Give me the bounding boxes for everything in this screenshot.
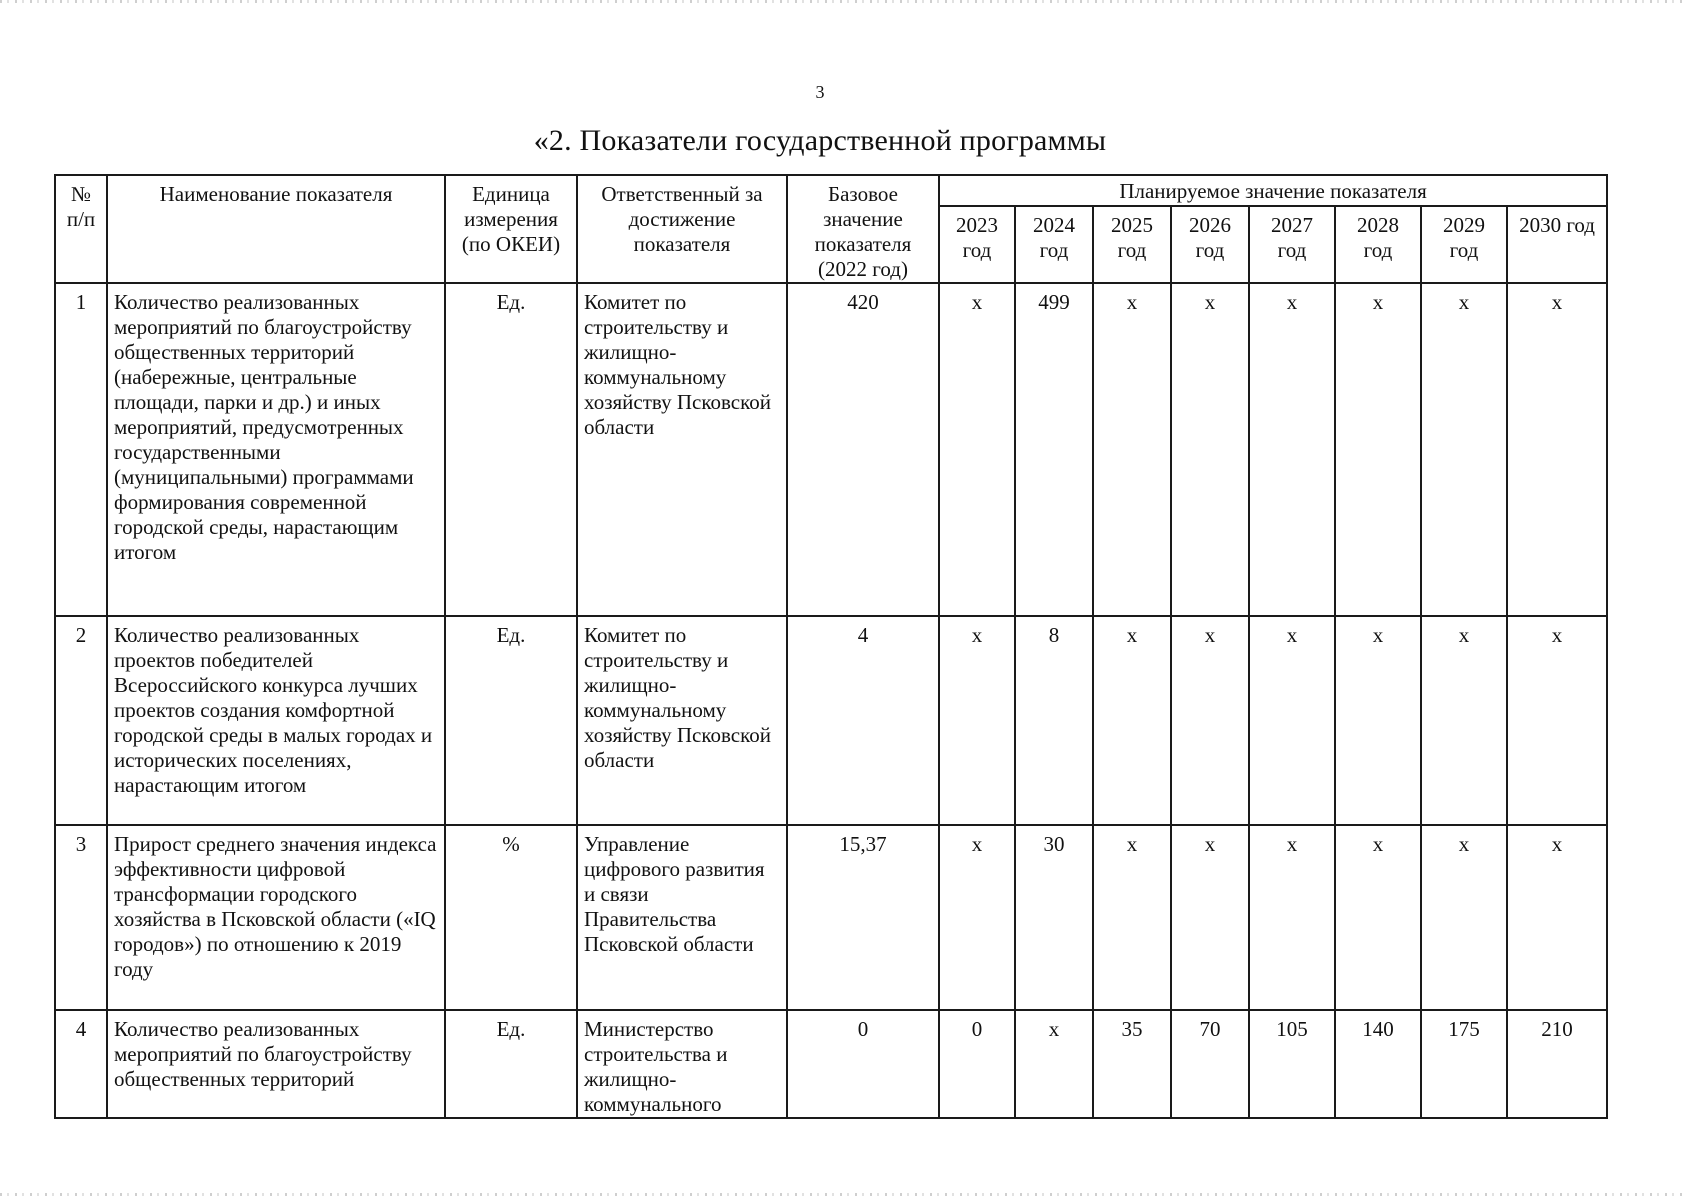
base-value-cell: 4 xyxy=(787,616,939,825)
table-row xyxy=(55,825,1607,1010)
planned-value-cell: х xyxy=(1093,283,1171,616)
responsible-cell: Управление цифрового развития и связи Правительства Псковской области xyxy=(577,825,787,1010)
planned-value-cell: 30 xyxy=(1015,825,1093,1010)
base-value-cell: 0 xyxy=(787,1010,939,1118)
base-value-cell: 420 xyxy=(787,283,939,616)
header-year: 2030 год xyxy=(1507,206,1607,283)
header-year: 2029 год xyxy=(1421,206,1507,283)
planned-value-cell: 175 xyxy=(1421,1010,1507,1118)
row-num: 3 xyxy=(55,825,107,1010)
planned-value-cell: х xyxy=(1171,825,1249,1010)
base-value-cell: 15,37 xyxy=(787,825,939,1010)
header-year: 2028 год xyxy=(1335,206,1421,283)
planned-value-cell: х xyxy=(1249,825,1335,1010)
planned-value-cell: х xyxy=(1421,616,1507,825)
planned-value-cell: 70 xyxy=(1171,1010,1249,1118)
responsible-cell: Министерство строительства и жилищно-коммунального xyxy=(577,1010,787,1118)
header-unit: Единица измерения (по ОКЕИ) xyxy=(445,175,577,283)
planned-value-cell: х xyxy=(939,283,1015,616)
table-row xyxy=(55,616,1607,825)
planned-value-cell: х xyxy=(1507,825,1607,1010)
header-num: № п/п xyxy=(55,175,107,283)
section-title: «2. Показатели государственной программы xyxy=(533,124,1107,157)
planned-value-cell: х xyxy=(1507,283,1607,616)
responsible-cell: Комитет по строительству и жилищно-коммунальному хозяйству Псковской области xyxy=(577,616,787,825)
planned-value-cell: х xyxy=(1249,283,1335,616)
planned-value-cell: 8 xyxy=(1015,616,1093,825)
planned-value-cell: 140 xyxy=(1335,1010,1421,1118)
planned-value-cell: 35 xyxy=(1093,1010,1171,1118)
header-base-value: Базовое значение показателя (2022 год) xyxy=(787,175,939,283)
planned-value-cell: 210 xyxy=(1507,1010,1607,1118)
unit-cell: Ед. xyxy=(445,1010,577,1118)
header-year: 2027 год xyxy=(1249,206,1335,283)
planned-value-cell: х xyxy=(939,825,1015,1010)
header-planned-value: Планируемое значение показателя xyxy=(939,175,1607,206)
planned-value-cell: 105 xyxy=(1249,1010,1335,1118)
planned-value-cell: 499 xyxy=(1015,283,1093,616)
planned-value-cell: х xyxy=(1171,616,1249,825)
table-row xyxy=(55,1010,1607,1118)
planned-value-cell: х xyxy=(1335,616,1421,825)
header-row-top xyxy=(55,175,1607,206)
planned-value-cell: х xyxy=(1335,825,1421,1010)
scan-edge-top xyxy=(0,0,1686,3)
scan-edge-bottom xyxy=(0,1193,1686,1196)
planned-value-cell: х xyxy=(1015,1010,1093,1118)
indicator-name: Количество реализованных мероприятий по благоустройству общественных территорий (набережные, центральные площади, парки и др.) и иных мероприятий, предусмотренных государственными (муниципальными) программами формирования современной городской среды, нарастающим итогом xyxy=(107,283,445,616)
header-responsible: Ответственный за достижение показателя xyxy=(577,175,787,283)
planned-value-cell: 0 xyxy=(939,1010,1015,1118)
planned-value-cell: х xyxy=(1335,283,1421,616)
page-number: 3 xyxy=(815,82,825,102)
row-num: 4 xyxy=(55,1010,107,1118)
planned-value-cell: х xyxy=(1249,616,1335,825)
indicators-table xyxy=(54,174,1608,1119)
unit-cell: Ед. xyxy=(445,283,577,616)
unit-cell: % xyxy=(445,825,577,1010)
responsible-cell: Комитет по строительству и жилищно-коммунальному хозяйству Псковской области xyxy=(577,283,787,616)
planned-value-cell: х xyxy=(1171,283,1249,616)
header-year: 2023 год xyxy=(939,206,1015,283)
header-name: Наименование показателя xyxy=(107,175,445,283)
indicator-name: Прирост среднего значения индекса эффективности цифровой трансформации городского хозяйства в Псковской области («IQ городов») по отношению к 2019 году xyxy=(107,825,445,1010)
header-year: 2024 год xyxy=(1015,206,1093,283)
indicator-name: Количество реализованных мероприятий по благоустройству общественных территорий xyxy=(107,1010,445,1118)
row-num: 2 xyxy=(55,616,107,825)
table-row xyxy=(55,283,1607,616)
unit-cell: Ед. xyxy=(445,616,577,825)
planned-value-cell: х xyxy=(1421,825,1507,1010)
planned-value-cell: х xyxy=(939,616,1015,825)
indicator-name: Количество реализованных проектов победителей Всероссийского конкурса лучших проектов создания комфортной городской среды в малых городах и исторических поселениях, нарастающим итогом xyxy=(107,616,445,825)
row-num: 1 xyxy=(55,283,107,616)
header-year: 2025 год xyxy=(1093,206,1171,283)
header-year: 2026 год xyxy=(1171,206,1249,283)
planned-value-cell: х xyxy=(1421,283,1507,616)
planned-value-cell: х xyxy=(1093,825,1171,1010)
planned-value-cell: х xyxy=(1093,616,1171,825)
planned-value-cell: х xyxy=(1507,616,1607,825)
